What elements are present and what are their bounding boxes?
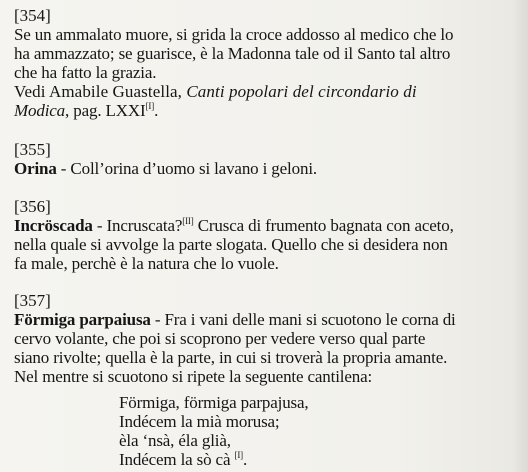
entry-354-reference-cont (14, 101, 158, 121)
entry-355-line-1 (14, 159, 317, 179)
entry-357-term: Förmiga parpaiusa (14, 310, 151, 329)
verse-line-4-text: Indécem la sò cà (119, 450, 231, 469)
reference-title-cont: Modica (14, 101, 66, 120)
entry-number-354: [354] (14, 6, 51, 25)
verse-line-3: èla ‘nsà, éla glià, (119, 431, 231, 450)
verse-end: . (243, 450, 248, 469)
verse-line-1: Förmiga, förmiga parpajusa, (119, 393, 309, 412)
entry-357-line-1 (14, 310, 456, 330)
entry-355-text: - Coll’orina d’uomo si lavano i geloni. (56, 159, 317, 178)
entry-356-text-start: - Incruscata? (92, 216, 183, 235)
entry-354-line-1: Se un ammalato muore, si grida la croce addosso al medico che lo (14, 25, 454, 44)
page-edge-shadow (512, 0, 528, 472)
entry-356-line-2: nella quale si avvolge la parte slogata. Quello che si desidera non (14, 235, 448, 254)
verse-line-4 (119, 450, 247, 470)
entry-357-line-4: Nel mentre si scuotono si ripete la seguente cantilena: (14, 367, 373, 386)
reference-end: . (154, 101, 159, 120)
entry-356-term: Incröscada (14, 216, 93, 235)
footnote-marker: [II] (182, 216, 194, 226)
entry-355-term: Orina (14, 159, 57, 178)
entry-number-355: [355] (14, 140, 51, 159)
entry-356-line-3: fa male, perchè è la natura che lo vuole. (14, 254, 279, 273)
entry-354-line-3: che ha fatto la grazia. (14, 63, 157, 82)
entry-357-text-start: - Fra i vani delle mani si scuotono le corna di (150, 310, 456, 329)
reference-prefix: Vedi Amabile Guastella, (14, 82, 187, 101)
entry-354-reference (14, 82, 417, 102)
entry-356-line-1 (14, 216, 454, 236)
entry-number-356: [356] (14, 197, 51, 216)
entry-356-text-after: Crusca di frumento bagnata con aceto, (193, 216, 454, 235)
entry-357-line-3: siano rivolte; quella è la parte, in cui si troverà la propria amante. (14, 348, 448, 367)
entry-number-357: [357] (14, 291, 51, 310)
reference-suffix: , pag. LXXI (65, 101, 146, 120)
verse-line-2: Indécem la mià morusa; (119, 412, 280, 431)
reference-title: Canti popolari del circondario di (186, 82, 417, 101)
footnote-marker: [I] (145, 101, 155, 111)
entry-357-line-2: cervo volante, che poi si scoprono per vedere verso qual parte (14, 329, 426, 348)
entry-354-line-2: ha ammazzato; se guarisce, è la Madonna tale od il Santo tal altro (14, 44, 451, 63)
footnote-marker: [I] (234, 450, 244, 460)
